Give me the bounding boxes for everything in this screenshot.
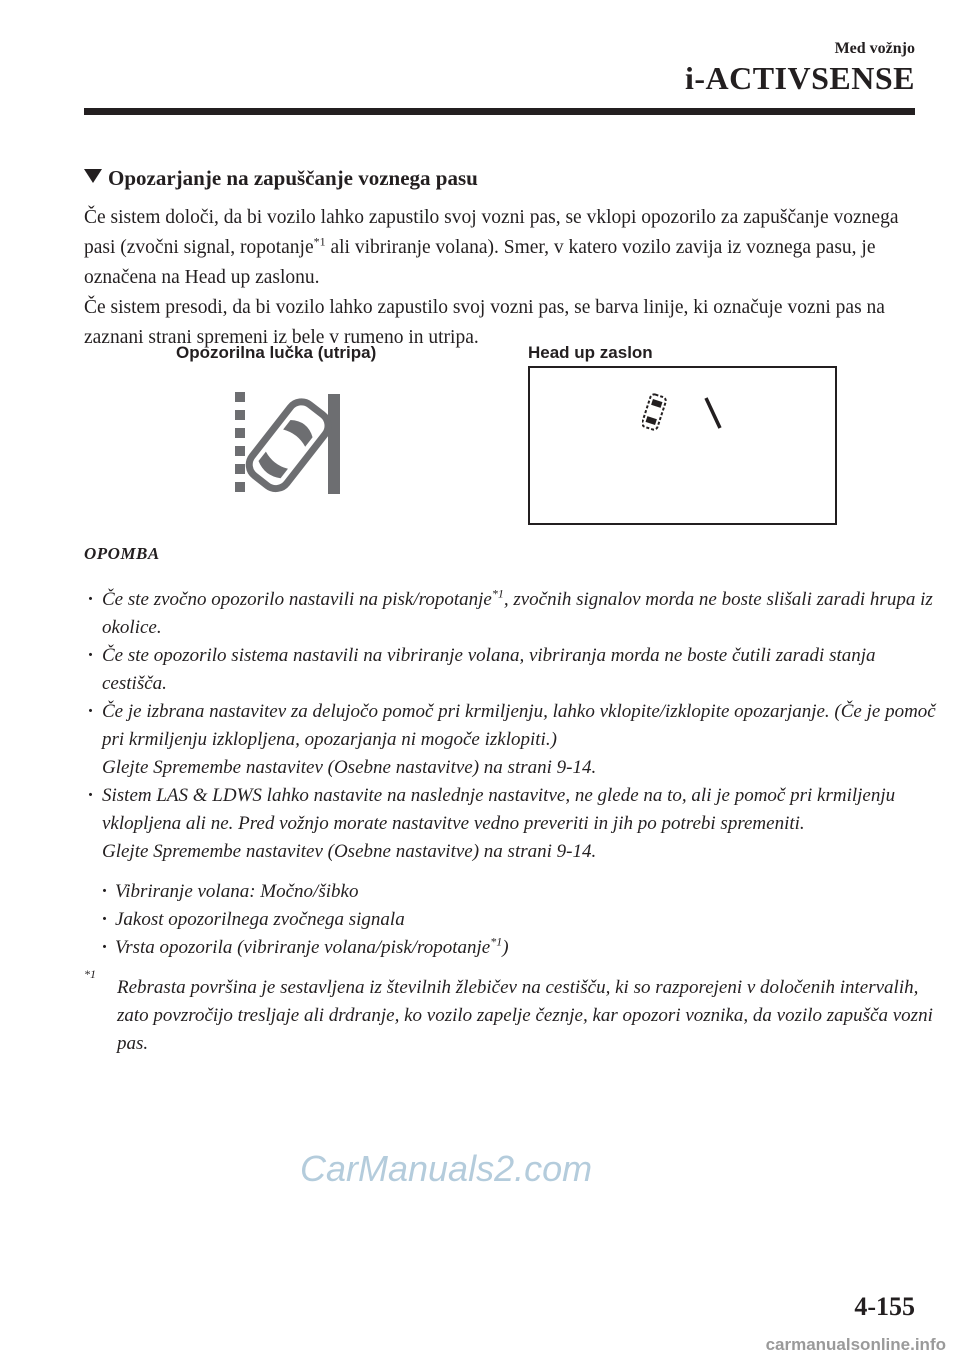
watermark: CarManuals2.com [300, 1148, 593, 1189]
page-number: 4-155 [854, 1292, 915, 1321]
note-list [84, 586, 938, 1058]
chapter-title: Med vožnjo [834, 40, 915, 57]
triangle-bullet-icon [84, 169, 102, 183]
hud-lane-departure-icon [642, 392, 732, 436]
cross-reference: Glejte Spremembe nastavitev (Osebne nastavitve) na strani 9-14. [102, 757, 597, 778]
head-up-display-frame [528, 366, 837, 525]
footnote-text: Rebrasta površina je sestavljena iz številnih žlebičev na cestišču, ki so razporejeni v določenih intervalih, zato povzročijo tresljaje ali drdranje, ko vozilo zapelje čeznje, kar opozori voznika, da vozilo zapušča vozni pas. [117, 977, 933, 1054]
section-title: i-ACTIVSENSE [684, 60, 915, 96]
section-heading-text: Opozarjanje na zapuščanje voznega pasu [108, 166, 478, 190]
body-paragraph-1: Če sistem določi, da bi vozilo lahko zapustilo svoj vozni pas, se vklopi opozorilo za zapuščanje voznega pasi (zvočni signal, ropotanje$^{*1}$ ali vibriranje volana). Smer, v katero vozilo zavija iz voznega pasu, je označena na Head up zaslonu. [84, 207, 899, 288]
list-item: · Sistem LAS & LDWS lahko nastavite na naslednje nastavitve, ne glede na to, ali je pomoč pri krmiljenju vklopljena ali ne. Pred vožnjo morate nastavitve vedno preveriti in jih po potrebi spremeniti. Glejte Spremembe nastavitev (Osebne nastavitve) na strani 9-14. [88, 782, 938, 866]
sub-list-item: · Jakost opozorilnega zvočnega signala [88, 906, 938, 934]
sub-list-item: · Vibriranje volana: Močno/šibko [88, 878, 938, 906]
list-item: · Če je izbrana nastavitev za delujočo pomoč pri krmiljenju, lahko vklopite/izklopite opozarjanje. (Če je pomoč pri krmiljenju izklopljena, opozarjanja ni mogoče izklopiti.) Glejte Spremembe nastavitev (Osebne nastavitve) na strani 9-14. [88, 698, 938, 782]
footnote-ref: *1 [490, 934, 503, 949]
list-item: · Če ste opozorilo sistema nastavili na vibriranje volana, vibriranja morda ne boste čutili zaradi stanja cestišča. [88, 642, 938, 698]
footnote-ref: *1 [491, 586, 504, 601]
header-divider [84, 108, 915, 115]
body-paragraph-2: Če sistem presodi, da bi vozilo lahko zapustilo svoj vozni pas, se barva linije, ki označuje vozni pas na zaznani strani spremeni iz bele v rumeno in utripa. [84, 297, 885, 348]
head-up-display-label: Head up zaslon [528, 343, 653, 362]
list-item: · Če ste zvočno opozorilo nastavili na pisk/ropotanje$^{*1}$, zvočnih signalov morda ne boste slišali zaradi hrupa iz okolice. [88, 586, 938, 642]
sub-list-item: · Vrsta opozorila (vibriranje volana/pisk/ropotanje$^{*1}$) [88, 934, 938, 962]
footnote: *1 Rebrasta površina je sestavljena iz številnih žlebičev na cestišču, ki so razporejeni v določenih intervalih, zato povzročijo tresljaje ali drdranje, ko vozilo zapelje čeznje, kar opozori voznika, da vozilo zapušča vozni pas. [84, 967, 933, 1054]
footnote-ref: *1 [313, 234, 326, 249]
site-watermark: carmanualsonline.info [765, 1335, 946, 1354]
lane-departure-warning-icon [228, 388, 350, 500]
body-text [84, 203, 924, 353]
section-heading [84, 166, 478, 191]
note-title: OPOMBA [84, 544, 160, 563]
cross-reference: Glejte Spremembe nastavitev (Osebne nastavitve) na strani 9-14. [102, 841, 597, 862]
warning-light-label: Opozorilna lučka (utripa) [176, 343, 377, 362]
